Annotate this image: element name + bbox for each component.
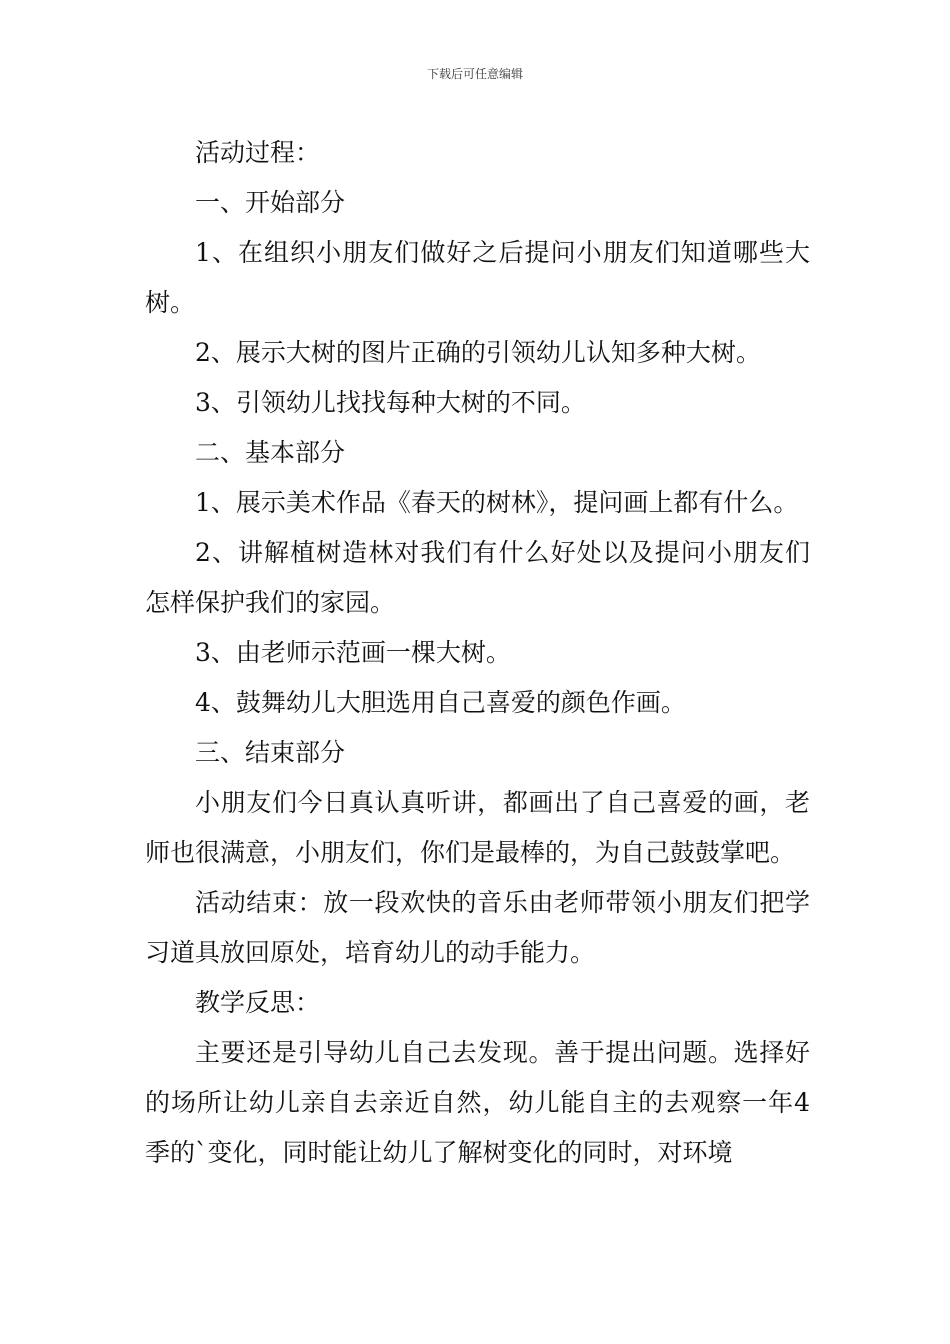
paragraph-basic-1: 1、展示美术作品《春天的树林》，提问画上都有什么。 bbox=[195, 488, 799, 517]
section-heading-start: 一、开始部分 bbox=[195, 188, 346, 217]
paragraph-basic-3: 3、由老师示范画一棵大树。 bbox=[195, 638, 511, 667]
page-header: 下载后可任意编辑 bbox=[426, 67, 523, 81]
section-heading-end: 三、结束部分 bbox=[195, 738, 346, 767]
paragraph-basic-4: 4、鼓舞幼儿大胆选用自己喜爱的颜色作画。 bbox=[195, 688, 686, 717]
paragraph-reflection: 主要还是引导幼儿自己去发现。善于提出问题。选择好的场所让幼儿亲自去亲近自然，幼儿能自主的去观察一年4季的`变化，同时能让幼儿了解树变化的同时，对环境 bbox=[145, 1038, 810, 1167]
paragraph-start-2: 2、展示大树的图片正确的引领幼儿认知多种大树。 bbox=[195, 338, 761, 367]
document-body bbox=[145, 128, 810, 1178]
section-heading-basic: 二、基本部分 bbox=[195, 438, 346, 467]
section-heading-activity-process: 活动过程： bbox=[195, 138, 321, 167]
paragraph-start-1: 1、在组织小朋友们做好之后提问小朋友们知道哪些大树。 bbox=[145, 238, 810, 317]
section-heading-reflection: 教学反思： bbox=[195, 988, 321, 1017]
paragraph-end-summary: 小朋友们今日真认真听讲，都画出了自己喜爱的画，老师也很满意，小朋友们，你们是最棒的，为自己鼓鼓掌吧。 bbox=[145, 788, 810, 867]
paragraph-start-3: 3、引领幼儿找找每种大树的不同。 bbox=[195, 388, 586, 417]
paragraph-basic-2: 2、讲解植树造林对我们有什么好处以及提问小朋友们怎样保护我们的家园。 bbox=[145, 538, 810, 617]
paragraph-activity-end: 活动结束：放一段欢快的音乐由老师带领小朋友们把学习道具放回原处，培育幼儿的动手能力。 bbox=[145, 888, 810, 967]
